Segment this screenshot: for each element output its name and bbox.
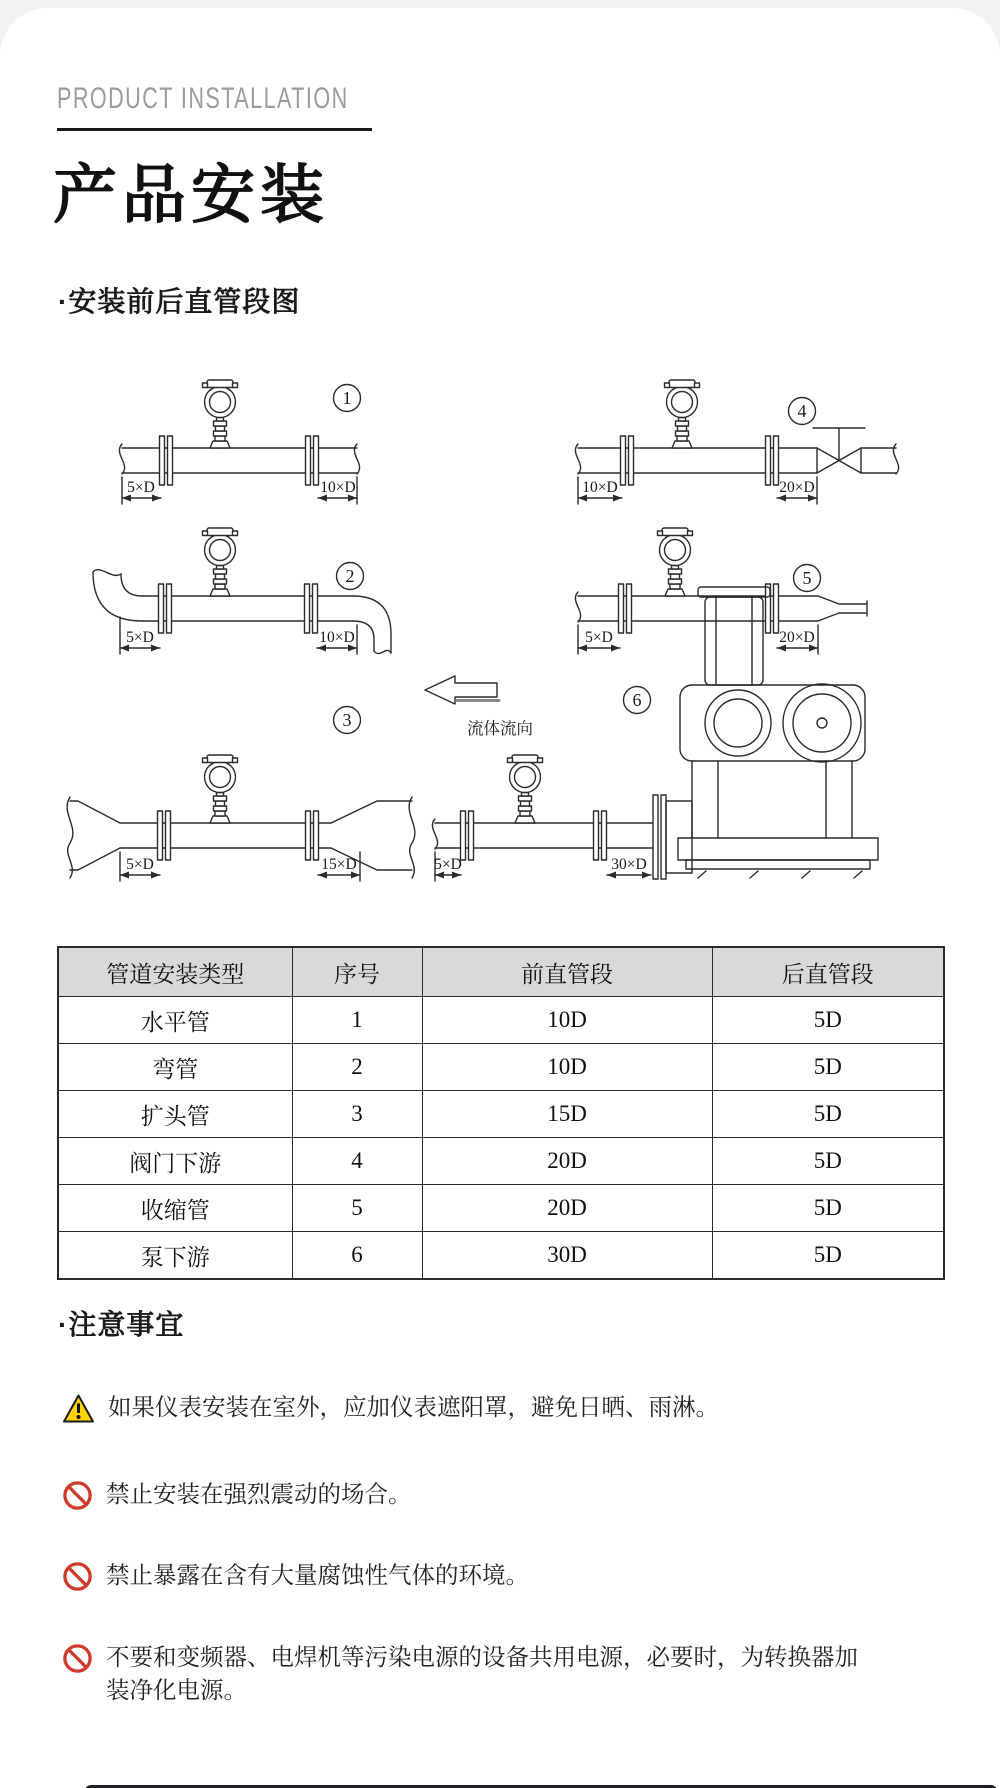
table-cell: 15D — [422, 1091, 712, 1138]
table-cell: 2 — [292, 1044, 422, 1091]
dimension-label: 20×D — [779, 479, 815, 496]
dimension-label: 5×D — [585, 629, 613, 646]
table-header-cell: 管道安装类型 — [58, 947, 292, 997]
diagram-valve-downstream — [575, 380, 898, 504]
dimension-label: 5×D — [434, 856, 462, 873]
note-text: 如果仪表安装在室外，应加仪表遮阳罩，避免日晒、雨淋。 — [108, 1394, 719, 1420]
flow-direction-arrow-icon — [425, 676, 499, 704]
flowmeter-sensor-icon — [203, 528, 238, 596]
note-item — [62, 1478, 412, 1516]
note-text: 禁止安装在强烈震动的场合。 — [106, 1481, 412, 1507]
flowmeter-sensor-icon — [203, 755, 238, 823]
table-cell: 5D — [712, 1044, 944, 1091]
table-header-row — [58, 947, 944, 997]
prohibited-icon — [62, 1561, 93, 1597]
eyebrow-title: PRODUCT INSTALLATION — [57, 82, 349, 115]
diagram-number-label: 6 — [632, 690, 642, 710]
table-header-cell: 后直管段 — [712, 947, 944, 997]
table-cell: 5D — [712, 1138, 944, 1185]
table-row — [58, 1044, 944, 1091]
note-text: 禁止暴露在含有大量腐蚀性气体的环境。 — [106, 1562, 529, 1588]
dimension-label: 10×D — [582, 479, 618, 496]
flow-direction-label: 流体流向 — [467, 719, 533, 738]
table-cell: 20D — [422, 1138, 712, 1185]
table-cell: 扩头管 — [58, 1091, 292, 1138]
table-row — [58, 1232, 944, 1280]
straight-pipe-table — [57, 946, 945, 1280]
table-cell: 收缩管 — [58, 1185, 292, 1232]
installation-diagrams — [50, 333, 950, 918]
table-cell: 5D — [712, 997, 944, 1044]
dimension-label: 15×D — [321, 856, 357, 873]
table-cell: 5 — [292, 1185, 422, 1232]
diagram-reducer-pipe — [575, 528, 867, 654]
note-item — [62, 1641, 876, 1708]
table-cell: 弯管 — [58, 1044, 292, 1091]
prohibited-icon — [62, 1480, 93, 1516]
prohibited-icon — [62, 1643, 93, 1679]
table-cell: 30D — [422, 1232, 712, 1280]
table-cell: 10D — [422, 997, 712, 1044]
dimension-label: 10×D — [319, 629, 355, 646]
diagram-number-label: 5 — [802, 568, 812, 588]
note-item — [62, 1559, 529, 1597]
table-cell: 5D — [712, 1091, 944, 1138]
table-header-cell: 序号 — [292, 947, 422, 997]
diagram-expander-pipe — [67, 707, 415, 882]
table-cell: 4 — [292, 1138, 422, 1185]
dimension-label: 5×D — [126, 629, 154, 646]
note-text: 不要和变频器、电焊机等污染电源的设备共用电源，必要时，为转换器加装净化电源。 — [106, 1644, 858, 1704]
table-cell: 6 — [292, 1232, 422, 1280]
table-cell: 水平管 — [58, 997, 292, 1044]
table-cell: 泵下游 — [58, 1232, 292, 1280]
note-item — [62, 1391, 719, 1429]
title-rule — [57, 128, 372, 131]
diagram-number-label: 2 — [345, 566, 355, 586]
table-row — [58, 1138, 944, 1185]
diagram-number-label: 1 — [342, 388, 352, 408]
table-cell: 5D — [712, 1232, 944, 1280]
table-cell: 3 — [292, 1091, 422, 1138]
table-cell: 10D — [422, 1044, 712, 1091]
table-header-cell: 前直管段 — [422, 947, 712, 997]
diagram-number-label: 4 — [797, 401, 807, 421]
table-row — [58, 1091, 944, 1138]
dimension-label: 5×D — [127, 479, 155, 496]
table-cell: 1 — [292, 997, 422, 1044]
page-card — [0, 8, 1000, 1788]
dimension-label: 5×D — [126, 856, 154, 873]
dimension-label: 10×D — [320, 479, 356, 496]
table-cell: 阀门下游 — [58, 1138, 292, 1185]
flowmeter-sensor-icon — [658, 528, 693, 596]
flowmeter-sensor-icon — [665, 380, 700, 448]
section-heading-notes: ·注意事宜 — [58, 1309, 185, 1340]
section-heading-diagrams: ·安装前后直管段图 — [58, 286, 301, 317]
table-cell: 5D — [712, 1185, 944, 1232]
table-row — [58, 1185, 944, 1232]
dimension-label: 30×D — [611, 856, 647, 873]
flowmeter-sensor-icon — [508, 755, 543, 823]
table-cell: 20D — [422, 1185, 712, 1232]
table-row — [58, 997, 944, 1044]
diagram-number-label: 3 — [342, 710, 352, 730]
page-title: 产品安装 — [53, 159, 329, 231]
flowmeter-sensor-icon — [203, 380, 238, 448]
warning-triangle-icon — [62, 1393, 95, 1429]
dimension-label: 20×D — [779, 629, 815, 646]
